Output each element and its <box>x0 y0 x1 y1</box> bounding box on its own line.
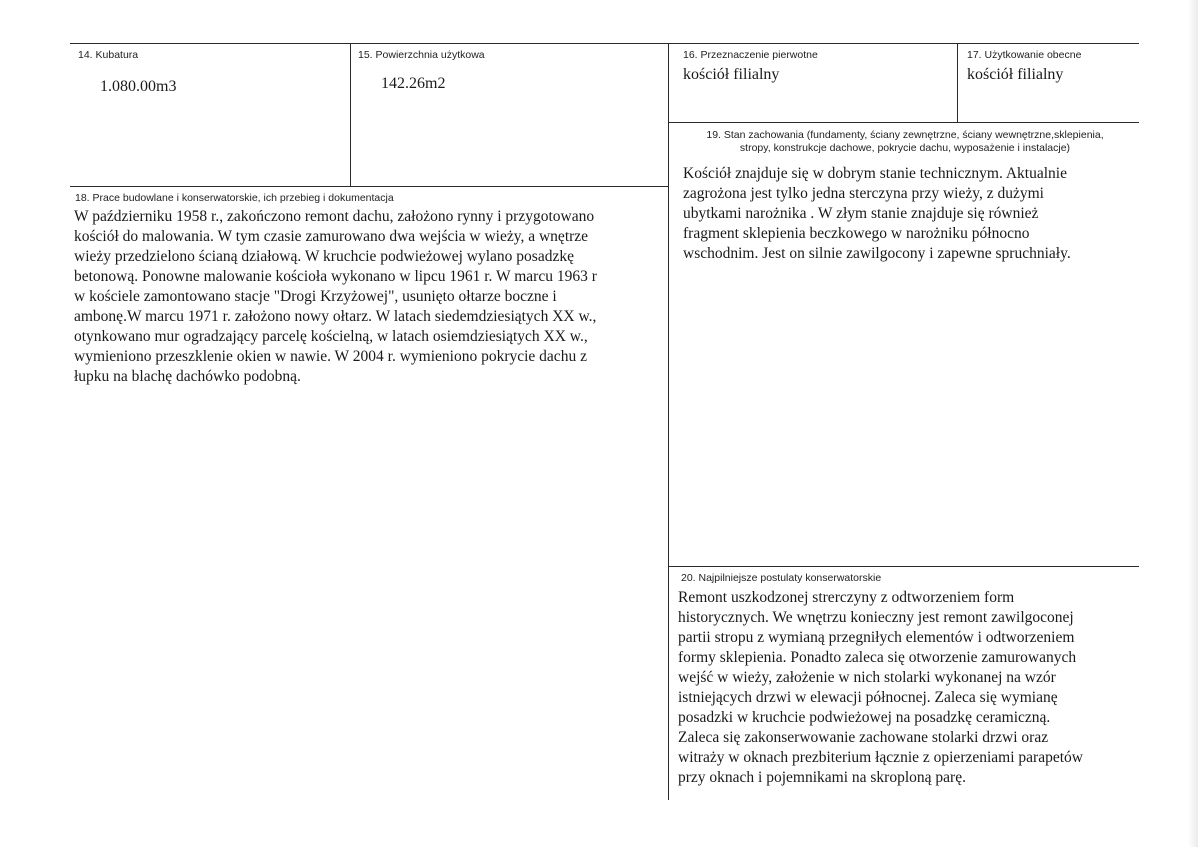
powierzchnia-label: 15. Powierzchnia użytkowa <box>358 49 485 61</box>
prace-line: wieży przedzielono ścianą działową. W kruchcie podwieżowej wylano posadzkę <box>74 248 574 265</box>
stan-label-line-2: stropy, konstrukcje dachowe, pokrycie dachu, wyposażenie i instalacje) <box>739 142 1071 154</box>
stan-line: ubytkami narożnika . W złym stanie znajduje się również <box>683 205 1039 222</box>
postulaty-line: Remont uszkodzonej strerczyny z odtworzeniem form <box>678 589 1015 606</box>
postulaty-line: przy oknach i pojemnikami na skroploną parę. <box>678 769 966 786</box>
center-divider <box>668 43 669 800</box>
postulaty-line: posadzki w kruchcie podwieżowej na posadzkę ceramiczną. <box>678 709 1051 726</box>
rule-above-18 <box>70 186 668 187</box>
powierzchnia-value: 142.26m2 <box>381 75 446 92</box>
prace-line: łupku na blachę dachówko podobną. <box>74 368 301 385</box>
prace-line: otynkowano mur ogradzający parcelę kościelną, w latach osiemdziesiątych XX w., <box>74 328 588 345</box>
top-rule <box>70 43 1139 44</box>
rule-above-19 <box>668 122 1139 123</box>
prace-line: wymieniono przeszklenie okien w nawie. W 2004 r. wymieniono pokrycie dachu z <box>74 348 587 365</box>
prace-line: kościół do malowania. W tym czasie zamurowano dwa wejścia w wieży, a wnętrze <box>74 228 589 245</box>
przeznaczenie-value: kościół filialny <box>683 66 780 83</box>
postulaty-line: partii stropu z wymianą przegniłych elementów i odtworzeniem <box>678 629 1075 646</box>
prace-line: W październiku 1958 r., zakończono remont dachu, założono rynny i przygotowano <box>74 208 595 225</box>
postulaty-line: witraży w oknach prezbiterium łącznie z opierzeniami parapetów <box>678 749 1083 766</box>
divider-16-17 <box>957 43 958 122</box>
postulaty-line: historycznych. We wnętrzu konieczny jest remont zawilgoconej <box>678 609 1074 626</box>
divider-14-15 <box>350 43 351 186</box>
postulaty-line: istniejących drzwi w elewacji północnej. Zaleca się wymianę <box>678 689 1058 706</box>
postulaty-line: Zaleca się zakonserwowanie zachowane stolarki drzwi oraz <box>678 729 1049 746</box>
stan-label-line-1: 19. Stan zachowania (fundamenty, ściany zewnętrzne, ściany wewnętrzne,sklepienia, <box>706 129 1104 141</box>
stan-line: wschodnim. Jest on silnie zawilgocony i zapewne spruchniały. <box>683 245 1071 262</box>
prace-line: ambonę.W marcu 1971 r. założono nowy ołtarz. W latach siedemdziesiątych XX w., <box>74 308 597 325</box>
stan-label <box>675 129 1135 155</box>
postulaty-text <box>678 588 1083 788</box>
stan-line: Kościół znajduje się w dobrym stanie technicznym. Aktualnie <box>683 165 1067 182</box>
prace-label: 18. Prace budowlane i konserwatorskie, ich przebieg i dokumentacja <box>75 192 394 204</box>
postulaty-line: formy sklepienia. Ponadto zaleca się otworzenie zamurowanych <box>678 649 1077 666</box>
prace-text <box>74 207 597 387</box>
stan-line: fragment sklepienia beczkowego w narożniku północno <box>683 225 1030 242</box>
uzytkowanie-label: 17. Użytkowanie obecne <box>967 49 1082 61</box>
stan-line: zagrożona jest tylko jedna sterczyna przy wieży, z dużymi <box>683 185 1044 202</box>
kubatura-label: 14. Kubatura <box>78 49 139 61</box>
przeznaczenie-label: 16. Przeznaczenie pierwotne <box>683 49 818 61</box>
stan-text <box>683 164 1071 264</box>
page-edge-shadow <box>1188 0 1198 847</box>
postulaty-label: 20. Najpilniejsze postulaty konserwatorskie <box>681 572 882 584</box>
rule-above-20 <box>668 566 1139 567</box>
prace-line: w kościele zamontowano stacje "Drogi Krzyżowej", usunięto ołtarze boczne i <box>74 288 557 305</box>
kubatura-value: 1.080.00m3 <box>100 78 177 95</box>
postulaty-line: wejść w wieży, założenie w nich stolarki wykonanej na wzór <box>678 669 1056 686</box>
uzytkowanie-value: kościół filialny <box>967 66 1064 83</box>
prace-line: betonową. Ponowne malowanie kościoła wykonano w lipcu 1961 r. W marcu 1963 r <box>74 268 597 285</box>
